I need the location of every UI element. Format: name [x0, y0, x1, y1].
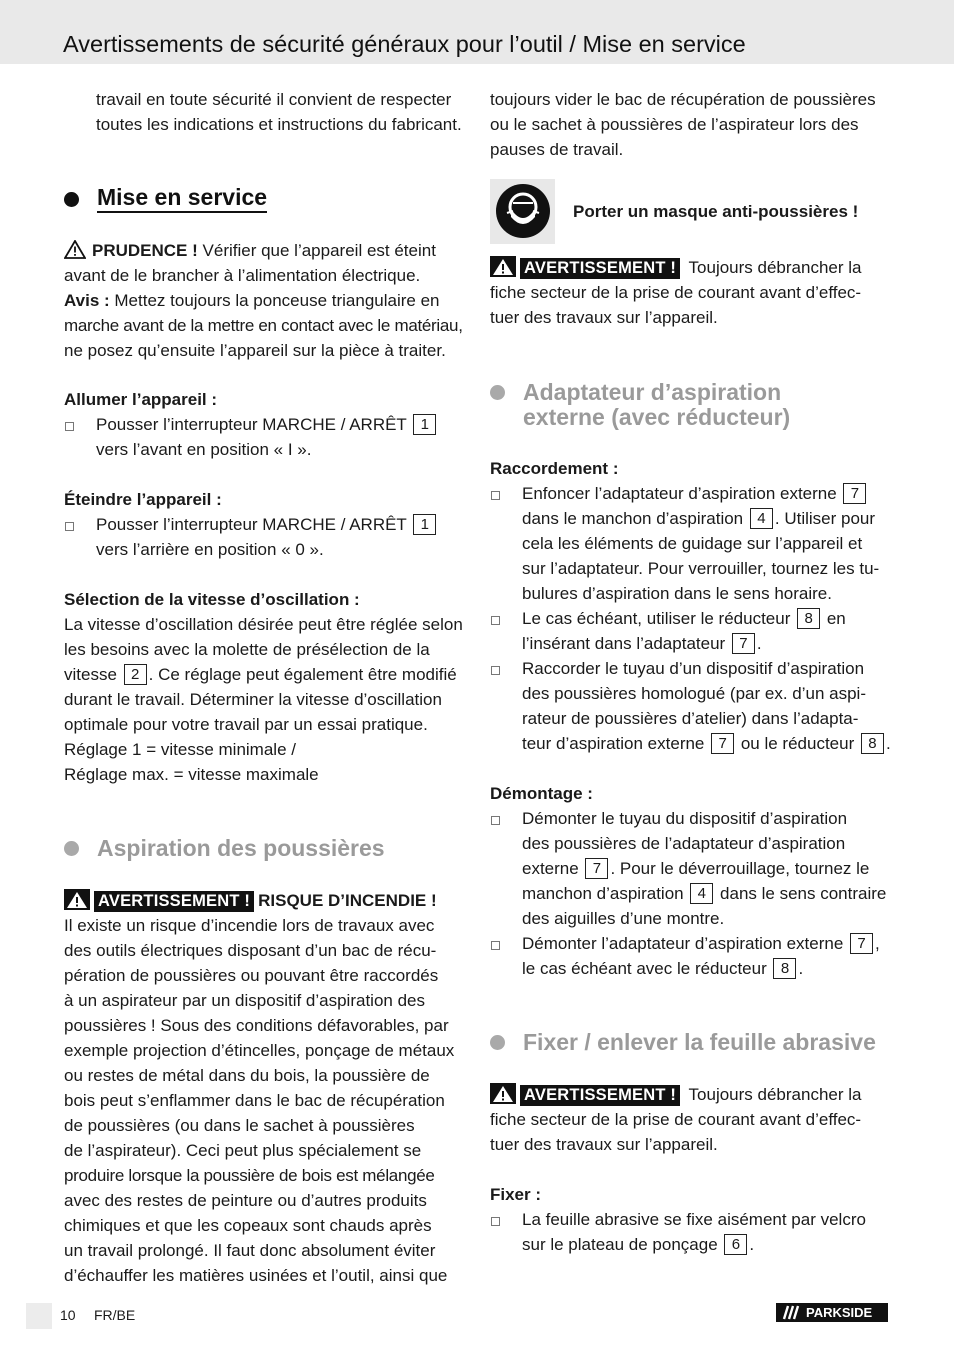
eteindre-list: [64, 512, 464, 562]
part-number: 1: [413, 514, 436, 535]
raccordement-list: [490, 481, 890, 756]
demontage-heading: Démontage :: [490, 784, 593, 803]
list-item: Raccorder le tuyau d’un dispositif d’aspiration des poussières homologué (par ex. d’un aspi- rateur de poussières d’atelier) dans l’adapta- teur d’aspiration externe 7 ou le réducteur 8 .: [490, 656, 890, 756]
bullet-dot-icon: [490, 385, 505, 400]
left-column: travail en toute sécurité il convient de respecter toutes les indications et instructions du fabricant. Mise en service PRUDENCE ! Vérifier que l’appareil est éteint avant de le brancher à l’alimentation électrique. Avis : Mettez toujours la ponceuse triangulaire en marche avant de la mettre en contact avec le matériau, ne posez qu’ensuite l’appareil sur la pièce à traiter. Allumer l’appareil : Pousser l’interrupteur MARCHE / ARRÊT 1 vers l’avant en position « I ». Éteindre l’appareil : Pousser l’interrupteur MARCHE / ARRÊT 1 vers l’arrière en position « 0 ». Sélection de la vitesse d’oscillation : La vitesse d’oscillation désirée peut être réglée selon les besoins avec la molette de présélection de la vitesse 2 . Ce réglage peut également être modifié durant le travail. Déterminer la vitesse d’oscillation optimale pour votre travail par un essai pratique. Réglage 1 = vitesse minimale / Réglage max. = vitesse maximale Aspiration des poussières AVERTISSEMENT ! RISQUE D’INCENDIE ! Il existe un risque d’incendie lors de travaux avec des outils électriques disposant d’un bac de récu- pération de poussières ou pouvant être raccordés à un aspirateur par un dispositif d’aspiration des poussières ! Sous des conditions défavorables, par exemple projection d’étincelles, ponçage de métaux ou restes de métal dans du bois, la poussière de bois peut s’enflammer dans le bac de récupération de poussières (ou dans le sachet à poussières de l’aspirateur). Ceci peut plus spécialement se produire lorsque la poussière de bois est mélangée avec des restes de peinture ou d’autres produits chimiques et que les copeaux sont chauds après un travail prolongé. Il faut donc absolument éviter d’échauffer les matières usinées et l’outil, ainsi que: [64, 87, 464, 1288]
heading-aspiration: Aspiration des poussières: [64, 836, 464, 861]
part-number: 4: [750, 508, 773, 529]
eteindre-heading: Éteindre l’appareil :: [64, 490, 222, 509]
demontage-list: [490, 806, 890, 981]
intro-text: travail en toute sécurité il convient de respecter toutes les indications et instructions du fabricant.: [96, 90, 462, 134]
bullet-dot-icon: [64, 192, 79, 207]
part-number: 7: [585, 858, 608, 879]
part-number: 7: [711, 733, 734, 754]
brand-logo: PARKSIDE: [776, 1303, 888, 1322]
fixer-list: [490, 1207, 890, 1257]
page-title: Avertissements de sécurité généraux pour l’outil / Mise en service: [63, 31, 746, 57]
list-item: Pousser l’interrupteur MARCHE / ARRÊT 1 vers l’avant en position « I ».: [64, 412, 464, 462]
mask-notice: Porter un masque anti-poussières !: [490, 177, 890, 245]
warning-triangle-icon: [490, 256, 516, 277]
part-number: 8: [797, 608, 820, 629]
warning-line: AVERTISSEMENT ! RISQUE D’INCENDIE !: [64, 888, 464, 913]
part-number: 8: [861, 733, 884, 754]
heading-feuille-abrasive: Fixer / enlever la feuille abrasive: [490, 1030, 890, 1055]
list-item: Démonter l’adaptateur d’aspiration externe 7 , le cas échéant avec le réducteur 8 .: [490, 931, 890, 981]
warning-triangle-icon: [64, 240, 86, 259]
vitesse-heading: Sélection de la vitesse d’oscillation :: [64, 590, 360, 609]
allumer-heading: Allumer l’appareil :: [64, 390, 218, 409]
aspiration-body: Il existe un risque d’incendie lors de travaux avec des outils électriques disposant d’un bac de récu- pération de poussières ou pouvant être raccordés à un aspirateur par un dispositif d’aspiration des poussières ! Sous des conditions défavorables, par exemple projection d’étincelles, ponçage de métaux ou restes de métal dans du bois, la poussière de bois peut s’enflammer dans le bac de récupération de poussières (ou dans le sachet à poussières de l’aspirateur). Ceci peut plus spécialement se produire lorsque la poussière de bois est mélangée avec des restes de peinture ou d’autres produits chimiques et que les copeaux sont chauds après un travail prolongé. Il faut donc absolument éviter d’échauffer les matières usinées et l’outil, ainsi que: [64, 916, 455, 1285]
warning-line: AVERTISSEMENT ! Toujours débrancher la: [490, 255, 890, 280]
part-number: 7: [732, 633, 755, 654]
part-number: 7: [843, 483, 866, 504]
part-number: 7: [850, 933, 873, 954]
warning-triangle-icon: [490, 1083, 516, 1104]
fixer-heading: Fixer :: [490, 1185, 542, 1204]
heading-adaptateur: Adaptateur d’aspiration externe (avec réducteur): [490, 380, 890, 430]
right-column: toujours vider le bac de récupération de poussières ou le sachet à poussières de l’aspirateur lors des pauses de travail. Porter un masque anti-poussières ! AVERTISSEMENT ! Toujours débrancher la fiche secteur de la prise de courant avant d’effec- tuer des travaux sur l’appareil. Adaptateur d’aspiration externe (avec réducteur) Raccordement : Enfoncer l’adaptateur d’aspiration externe 7 dans le manchon d’aspiration 4 . Utiliser pour cela les éléments de guidage sur l’appareil et sur l’adaptateur. Pour verrouiller, tournez les tu- bulures d’aspiration dans le sens horaire. Le cas échéant, utiliser le réducteur 8 en l’insérant dans l’adaptateur 7 . Raccorder le tuyau d’un dispositif d’aspiration des poussières homologué (par ex. d’un aspi- rateur de poussières d’atelier) dans l’adapta- teur d’aspiration externe 7 ou le réducteur 8 . Démontage : Démonter le tuyau du dispositif d’aspiration des poussières de l’adaptateur d’aspiration externe 7 . Pour le déverrouillage, tournez le manchon d’aspiration 4 dans le sens contraire des aiguilles d’une montre. Démonter l’adaptateur d’aspiration externe 7 , le cas échéant avec le réducteur 8 . Fixer / enlever la feuille abrasive AVERTISSEMENT ! Toujours débrancher la fiche secteur de la prise de courant avant d’effec- tuer des travaux sur l’appareil. Fixer : La feuille abrasive se fixe aisément par velcro sur le plateau de ponçage 6 .: [490, 87, 890, 1257]
list-item: La feuille abrasive se fixe aisément par velcro sur le plateau de ponçage 6 .: [490, 1207, 890, 1257]
list-item: Enfoncer l’adaptateur d’aspiration externe 7 dans le manchon d’aspiration 4 . Utiliser pour cela les éléments de guidage sur l’appareil et sur l’adaptateur. Pour verrouiller, tournez les tu- bulures d’aspiration dans le sens horaire.: [490, 481, 890, 606]
part-number: 8: [773, 958, 796, 979]
part-number: 4: [690, 883, 713, 904]
prudence-paragraph: PRUDENCE ! Vérifier que l’appareil est éteint: [64, 238, 464, 263]
warning-line: AVERTISSEMENT ! Toujours débrancher la: [490, 1082, 890, 1107]
bullet-dot-icon: [490, 1035, 505, 1050]
list-item: Démonter le tuyau du dispositif d’aspiration des poussières de l’adaptateur d’aspiration externe 7 . Pour le déverrouillage, tournez le manchon d’aspiration 4 dans le sens contraire des aiguilles d’une montre.: [490, 806, 890, 931]
warning-triangle-icon: [64, 889, 90, 910]
list-item: Le cas échéant, utiliser le réducteur 8 en l’insérant dans l’adaptateur 7 .: [490, 606, 890, 656]
part-number: 6: [724, 1234, 747, 1255]
allumer-list: [64, 412, 464, 462]
language-code: FR/BE: [94, 1307, 136, 1323]
bullet-dot-icon: [64, 841, 79, 856]
part-number: 2: [124, 664, 147, 685]
page-marker: [26, 1303, 52, 1329]
heading-mise-en-service: Mise en service: [64, 185, 464, 213]
page-number: 10: [60, 1307, 76, 1323]
avis-paragraph: Avis : Mettez toujours la ponceuse triangulaire en: [64, 291, 440, 310]
logo-stripes-icon: [782, 1303, 802, 1322]
dust-mask-icon: [490, 179, 555, 244]
raccordement-heading: Raccordement :: [490, 459, 619, 478]
part-number: 1: [413, 414, 436, 435]
list-item: Pousser l’interrupteur MARCHE / ARRÊT 1 vers l’arrière en position « 0 ».: [64, 512, 464, 562]
